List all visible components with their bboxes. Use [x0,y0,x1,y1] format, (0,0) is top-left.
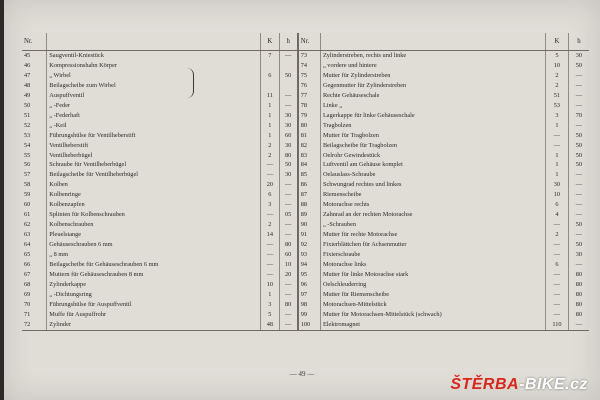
left-num-cell: 69 [24,290,31,298]
watermark-part-b: -BIKE.cz [519,376,588,393]
left-h-cell: 80 [279,300,298,310]
left-num-cell: 65 [24,251,31,259]
right-k-cell: 1 [546,151,569,161]
right-num-cell: 74 [298,61,321,71]
right-h-cell: — [568,210,589,220]
left-h-cell: 10 [279,260,298,270]
right-h-cell: 80 [568,290,589,300]
right-k-cell: 2 [546,230,569,240]
left-num-cell: 67 [24,270,31,278]
left-desc-cell: Kolbenringe [47,190,261,200]
right-num-cell: 91 [298,230,321,240]
table-row [22,121,589,131]
left-num-cell: 52 [24,121,31,129]
left-k-cell: 14 [261,230,280,240]
right-k-cell: — [546,290,569,300]
left-num-cell: 71 [24,310,31,318]
right-h-cell: — [568,101,589,111]
left-num-cell: 56 [24,161,31,169]
right-h-cell: 80 [568,280,589,290]
left-k-cell: 1 [261,121,280,131]
left-h-cell: — [279,101,298,111]
watermark-part-a: ŠTĚRBA [450,376,520,393]
watermark-logo [450,376,588,394]
right-num-cell: 88 [298,200,321,210]
right-desc-cell: Mutter für Tragbolzen [320,131,545,141]
table-row [22,81,589,91]
left-desc-cell: Beilagscheibe zum Wirbel [47,81,261,91]
right-h-cell: — [568,91,589,101]
table-row [22,240,589,250]
table-row [22,101,589,111]
right-desc-cell: Gegenmutter für Zylinderstreben [320,81,545,91]
right-h-cell: 50 [568,141,589,151]
right-h-cell: 30 [568,250,589,260]
left-k-cell: 48 [261,320,280,330]
left-desc-cell: Schraube für Ventilheberbügel [47,160,261,170]
parts-table [22,33,589,331]
right-k-cell: 2 [546,71,569,81]
table-row [22,210,589,220]
left-h-cell: 30 [279,170,298,180]
grouping-brace [187,68,194,98]
left-k-cell: 3 [261,300,280,310]
right-k-cell: — [546,141,569,151]
right-k-cell: 1 [546,160,569,170]
left-desc-cell: Pleuelstange [47,230,261,240]
left-desc-cell: „ Wirbel [47,71,261,81]
left-h-cell: — [279,280,298,290]
left-h-cell: 05 [279,210,298,220]
right-k-cell: 5 [546,51,569,61]
right-num-cell: 73 [298,51,321,61]
left-desc-cell: Führungshülse für Auspuffventil [47,300,261,310]
right-num-cell: 92 [298,240,321,250]
right-h-cell: — [568,230,589,240]
right-desc-cell: Linke „ [320,101,545,111]
left-k-cell: — [261,260,280,270]
right-k-cell: 110 [546,320,569,330]
left-k-cell: 2 [261,141,280,151]
table-row [22,190,589,200]
left-desc-cell: Beilagscheibe für Ventilheberbügel [47,170,261,180]
header-desc-left [47,33,261,51]
left-h-cell: — [279,290,298,300]
right-h-cell: 80 [568,300,589,310]
left-num-cell: 59 [24,191,31,199]
header-nr-left: Nr. [22,33,47,51]
table-row [22,151,589,161]
left-desc-cell: Ventilheberbügel [47,151,261,161]
right-k-cell: 6 [546,260,569,270]
right-h-cell: 80 [568,270,589,280]
right-desc-cell: Zylinderstreben, rechts und linke [320,51,545,61]
right-num-cell: 87 [298,190,321,200]
left-desc-cell: Muffe für Auspuffrohr [47,310,261,320]
left-k-cell: — [261,270,280,280]
right-num-cell: 90 [298,220,321,230]
header-h-right: h [568,33,589,51]
table-row [22,170,589,180]
header-k-right: K [546,33,569,51]
left-num-cell: 48 [24,81,31,89]
right-k-cell: — [546,310,569,320]
left-h-cell: — [279,230,298,240]
table-row [22,230,589,240]
right-num-cell: 97 [298,290,321,300]
left-desc-cell: Kolbenschrauben [47,220,261,230]
right-k-cell: — [546,131,569,141]
right-desc-cell: Riemenscheibe [320,190,545,200]
table-row [22,310,589,320]
right-num-cell: 85 [298,170,321,180]
table-row [22,51,589,61]
left-k-cell [261,81,280,91]
left-desc-cell: „ -Feder [47,101,261,111]
left-k-cell: 20 [261,180,280,190]
right-num-cell: 81 [298,131,321,141]
left-num-cell: 50 [24,101,31,109]
table-row [22,320,589,330]
right-desc-cell: Oelauslass-Schraube [320,170,545,180]
header-k-left: K [261,33,280,51]
right-num-cell: 94 [298,260,321,270]
header-h-left: h [279,33,298,51]
right-h-cell: 50 [568,240,589,250]
left-desc-cell: „ -Keil [47,121,261,131]
left-num-cell: 68 [24,280,31,288]
right-h-cell: — [568,200,589,210]
right-num-cell: 95 [298,270,321,280]
left-k-cell: — [261,240,280,250]
right-h-cell: — [568,170,589,180]
right-desc-cell: Elektromagnet [320,320,545,330]
left-h-cell: 20 [279,270,298,280]
left-h-cell [279,61,298,71]
left-h-cell [279,81,298,91]
left-num-cell: 58 [24,181,31,189]
right-desc-cell: Rechte Gehäuseschale [320,91,545,101]
table-header-row [22,33,589,51]
table-row [22,111,589,121]
table-row [22,180,589,190]
left-k-cell: — [261,250,280,260]
right-h-cell: 50 [568,131,589,141]
table-row [22,220,589,230]
right-desc-cell: Oelschleuderring [320,280,545,290]
header-desc-right [320,33,545,51]
left-k-cell: 3 [261,200,280,210]
right-h-cell: — [568,320,589,330]
right-k-cell: 4 [546,210,569,220]
left-num-cell: 63 [24,231,31,239]
right-h-cell: 50 [568,61,589,71]
left-num-cell: 55 [24,151,31,159]
right-desc-cell: „ vordere und hintere [320,61,545,71]
table-row [22,270,589,280]
left-desc-cell: „ -Dichtungsring [47,290,261,300]
right-k-cell: — [546,280,569,290]
right-num-cell: 82 [298,141,321,151]
table-body [22,51,589,331]
left-num-cell: 66 [24,261,31,269]
right-h-cell: — [568,81,589,91]
right-k-cell: — [546,270,569,280]
right-desc-cell: Luftventil am Gehäuse komplet [320,160,545,170]
table-row [22,131,589,141]
left-desc-cell: Saugventil-Kniestück [47,51,261,61]
left-h-cell: — [279,220,298,230]
right-h-cell: 80 [568,310,589,320]
table-row [22,250,589,260]
left-desc-cell: Ventilheberstift [47,141,261,151]
right-h-cell: — [568,260,589,270]
right-num-cell: 89 [298,210,321,220]
left-desc-cell: Zylinderkappe [47,280,261,290]
left-k-cell: 1 [261,101,280,111]
right-num-cell: 77 [298,91,321,101]
table-row [22,71,589,81]
right-desc-cell: Motorachse links [320,260,545,270]
left-h-cell: 60 [279,131,298,141]
right-desc-cell: Mutter für Zylinderstreben [320,71,545,81]
right-h-cell: 50 [568,151,589,161]
right-k-cell: — [546,220,569,230]
left-k-cell: 10 [261,280,280,290]
left-k-cell: 11 [261,91,280,101]
left-k-cell: — [261,170,280,180]
right-desc-cell: Mutter für linke Motorachse stark [320,270,545,280]
left-h-cell: 80 [279,240,298,250]
right-k-cell: 10 [546,190,569,200]
left-num-cell: 53 [24,131,31,139]
left-k-cell: 5 [261,310,280,320]
right-num-cell: 79 [298,111,321,121]
left-k-cell: 1 [261,131,280,141]
right-num-cell: 80 [298,121,321,131]
right-desc-cell: Fixierschraube [320,250,545,260]
right-desc-cell: Motorachse rechts [320,200,545,210]
left-desc-cell: Beilagscheibe für Gehäuseschrauben 6 mm [47,260,261,270]
left-desc-cell: „ -Federhaft [47,111,261,121]
right-desc-cell: Zahnrad an der rechten Motorachse [320,210,545,220]
left-h-cell: 30 [279,121,298,131]
left-num-cell: 49 [24,91,31,99]
right-k-cell: 6 [546,200,569,210]
left-k-cell [261,61,280,71]
left-k-cell: 7 [261,51,280,61]
right-k-cell: 1 [546,170,569,180]
left-h-cell: — [279,51,298,61]
left-h-cell: 60 [279,250,298,260]
left-k-cell: 6 [261,71,280,81]
left-num-cell: 51 [24,111,31,119]
left-desc-cell: „ 8 mm [47,250,261,260]
left-num-cell: 70 [24,300,31,308]
right-h-cell: 30 [568,51,589,61]
left-h-cell: — [279,200,298,210]
right-k-cell: 1 [546,121,569,131]
right-k-cell: — [546,240,569,250]
left-num-cell: 54 [24,141,31,149]
left-num-cell: 45 [24,52,31,59]
right-k-cell: 10 [546,61,569,71]
left-k-cell: 2 [261,220,280,230]
table-row [22,141,589,151]
left-num-cell: 62 [24,221,31,229]
right-k-cell: — [546,250,569,260]
left-h-cell: 30 [279,141,298,151]
right-h-cell: 50 [568,160,589,170]
left-desc-cell: Kompressionshahn Körper [47,61,261,71]
right-num-cell: 83 [298,151,321,161]
right-num-cell: 86 [298,180,321,190]
table-row [22,290,589,300]
table-row [22,200,589,210]
left-h-cell: — [279,91,298,101]
left-k-cell: — [261,210,280,220]
left-desc-cell: Führungshülse für Ventilheberstift [47,131,261,141]
left-num-cell: 72 [22,320,47,330]
page-number: — 49 — [289,370,315,378]
right-desc-cell: Motorachsen-Mittelstück [320,300,545,310]
table-row [22,300,589,310]
table-row [22,280,589,290]
right-desc-cell: Oelrohr Gewindestück [320,151,545,161]
left-h-cell: — [279,310,298,320]
right-k-cell: 3 [546,111,569,121]
right-k-cell: — [546,300,569,310]
table-row [22,61,589,71]
right-num-cell: 84 [298,160,321,170]
header-nr-right: Nr. [298,33,321,51]
right-h-cell: — [568,180,589,190]
left-num-cell: 46 [24,61,31,69]
right-k-cell: 53 [546,101,569,111]
right-desc-cell: Mutter für Motorachsen-Mittelstück (schwach) [320,310,545,320]
table-row [22,160,589,170]
left-num-cell: 64 [24,241,31,249]
left-num-cell: 60 [24,201,31,209]
left-desc-cell: Kolben [47,180,261,190]
left-k-cell: 1 [261,111,280,121]
left-desc-cell: Auspuffventil [47,91,261,101]
left-k-cell: 1 [261,290,280,300]
right-desc-cell: „ -Schrauben [320,220,545,230]
right-num-cell: 99 [298,310,321,320]
left-desc-cell: Zylinder [47,320,261,330]
right-k-cell: 51 [546,91,569,101]
right-h-cell: — [568,71,589,81]
right-num-cell: 93 [298,250,321,260]
left-h-cell: 50 [279,71,298,81]
right-desc-cell: Lagerkappe für linke Gehäuseschale [320,111,545,121]
left-k-cell: 2 [261,151,280,161]
right-desc-cell: Fixierblättchen für Achsenmutter [320,240,545,250]
left-num-cell: 61 [24,211,31,219]
table-row [22,260,589,270]
left-desc-cell: Splinten für Kolbenschrauben [47,210,261,220]
right-desc-cell: Tragbolzen [320,121,545,131]
left-k-cell: — [261,160,280,170]
right-h-cell: 50 [568,220,589,230]
right-h-cell: 70 [568,111,589,121]
left-h-cell: — [279,180,298,190]
right-h-cell: — [568,190,589,200]
right-num-cell: 76 [298,81,321,91]
right-desc-cell: Schwungrad rechtes und linkes [320,180,545,190]
left-num-cell: 57 [24,171,31,179]
left-num-cell: 47 [24,71,31,79]
left-desc-cell: Muttern für Gehäuseschrauben 8 mm [47,270,261,280]
right-num-cell: 98 [298,300,321,310]
left-h-cell: 50 [279,160,298,170]
right-num-cell: 78 [298,101,321,111]
right-num-cell: 96 [298,280,321,290]
right-num-cell: 75 [298,71,321,81]
left-h-cell: 30 [279,111,298,121]
right-h-cell: — [568,121,589,131]
left-h-cell: — [279,320,298,330]
right-k-cell: 2 [546,81,569,91]
left-h-cell: — [279,190,298,200]
left-desc-cell: Kolbenzapfen [47,200,261,210]
catalog-page [4,0,600,400]
left-desc-cell: Gehäuseschrauben 6 mm [47,240,261,250]
left-k-cell: 6 [261,190,280,200]
right-num-cell: 100 [298,320,321,330]
right-desc-cell: Mutter für Riemenscheibe [320,290,545,300]
right-k-cell: 30 [546,180,569,190]
right-desc-cell: Mutter für rechte Motorachse [320,230,545,240]
left-h-cell: 80 [279,151,298,161]
table-row [22,91,589,101]
right-desc-cell: Beilagscheibe für Tragbolzen [320,141,545,151]
